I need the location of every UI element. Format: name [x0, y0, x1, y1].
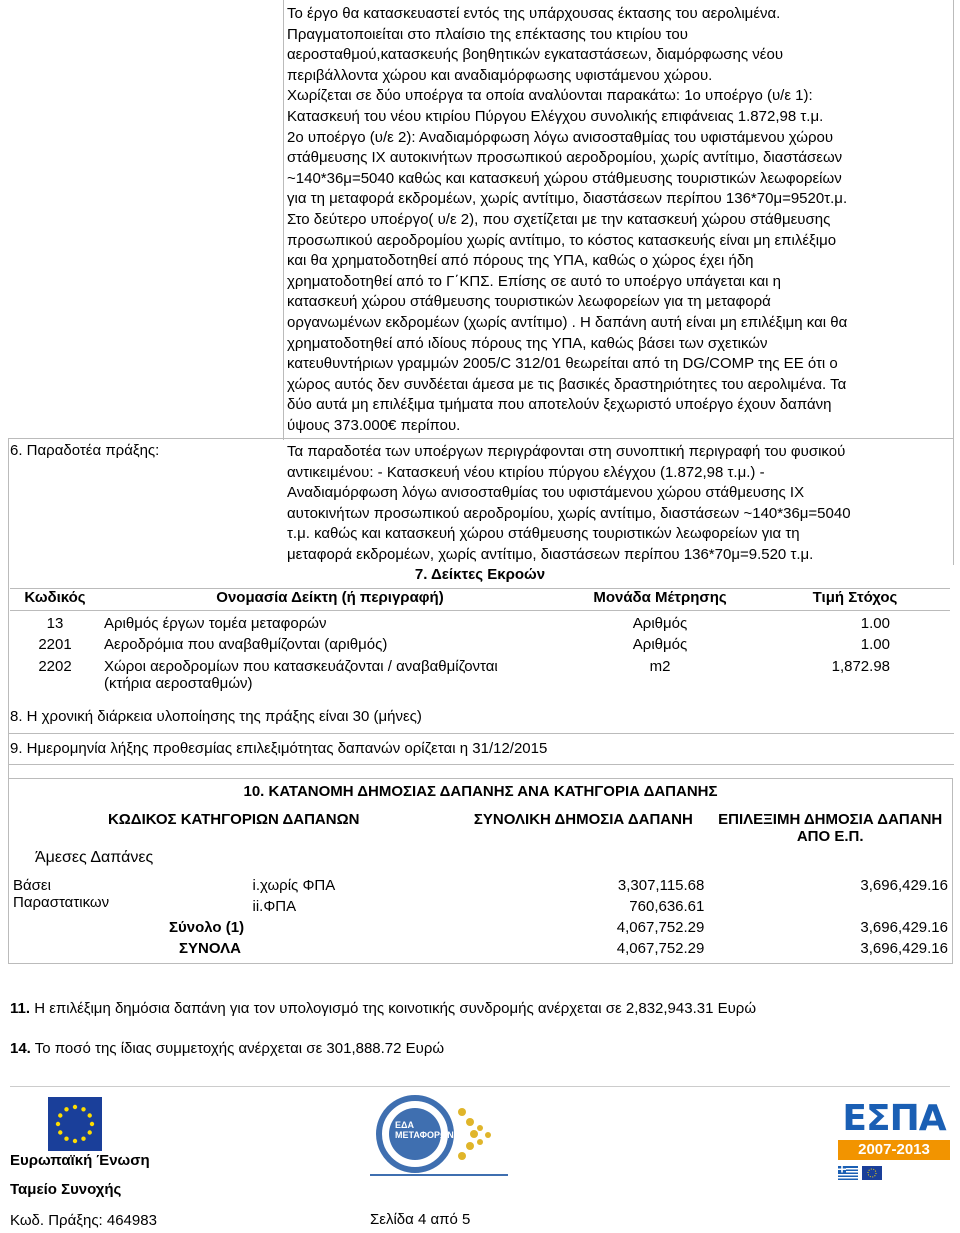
description-line: Χωρίζεται σε δύο υποέργα τα οποία αναλύονται παρακάτω: 1ο υποέργο (υ/ε 1): [287, 87, 813, 105]
eda-transport-logo-icon [370, 1092, 510, 1188]
description-line: χρηματοδοτηθεί από το Γ΄ΚΠΣ. Επίσης σε αυτό το υποέργο υπάγεται και η [287, 272, 782, 290]
header-code: Κωδικός [10, 588, 100, 610]
indicators-table [10, 566, 950, 692]
grand-total: 4,067,752.29 [616, 939, 705, 957]
frame-divider-8 [8, 733, 954, 734]
row-unit: Αριθμός [632, 636, 688, 653]
eu-star [81, 1107, 85, 1111]
budget-col-total: ΣΥΝΟΛΙΚΗ ΔΗΜΟΣΙΑ ΔΑΠΑΝΗ [473, 810, 693, 828]
description-line: δύο αυτά μη επιλέξιμα τμήματα που αποτελούν ξεχωριστό υποέργο έχουν δαπάνη [287, 396, 832, 414]
eu-star [88, 1130, 92, 1134]
description-line: Στο δεύτερο υποέργο( υ/ε 2), που σχετίζεται με την κατασκευή χώρου στάθμευσης [287, 210, 831, 228]
footer-eu: Ευρωπαϊκή Ένωση [10, 1152, 150, 1169]
budget-col-code: ΚΩΔΙΚΟΣ ΚΑΤΗΓΟΡΙΩΝ ΔΑΠΑΝΩΝ [107, 810, 360, 828]
row-name-line1: Χώροι αεροδρομίων που κατασκευάζονται / αναβαθμίζονται [104, 658, 498, 675]
eda-label-line1: ΕΔΑ [395, 1120, 414, 1130]
description-line: και θα χρηματοδοτηθεί από πόρους της ΥΠΑ, καθώς ο χώρος έχει ήδη [287, 252, 754, 270]
eda-underline [370, 1174, 508, 1176]
row-unit: m2 [649, 658, 671, 675]
table-row [10, 610, 950, 636]
header-unit: Μονάδα Μέτρησης [560, 588, 760, 610]
row1-total: 3,307,115.68 [617, 876, 705, 894]
row2-label: ii.ΦΠΑ [252, 897, 297, 915]
budget-col-eligible-l2: ΑΠΟ Ε.Π. [796, 827, 864, 845]
row-target: 1.00 [860, 614, 890, 632]
base-label-l1: Βάσει [13, 876, 51, 894]
description-line: ύψους 373.000€ περίπου. [287, 416, 461, 434]
description-line: χώρος αυτός δεν συνδέεται άμεσα με τις βασικές δραστηριότητες του αερολιμένα. Τα [287, 375, 847, 393]
frame-left-outer [8, 438, 9, 778]
eu-small-flag-icon [862, 1166, 882, 1180]
eu-star [64, 1137, 68, 1141]
row1-label: i.χωρίς ΦΠΑ [252, 876, 336, 894]
description-line: οργανωμένων εκδρομέων (χωρίς αντίτιμο) . Η δαπάνη αυτή είναι μη επιλέξιμη και θα [287, 313, 848, 331]
eu-flag-icon [48, 1097, 102, 1151]
grand-label: ΣΥΝΟΛΑ [179, 939, 241, 957]
description-line: Κατασκευή του νέου κτιρίου Πύργου Ελέγχου συνολικής επιφάνειας 1.872,98 τ.μ. [287, 107, 824, 125]
item-11-text: Η επιλέξιμη δημόσια δαπάνη για τον υπολογισμό της κοινοτικής συνδρομής ανέρχεται σε 2,832,943.31 Ευρώ [30, 1000, 757, 1017]
eu-star [88, 1113, 92, 1117]
description-line: για τη μεταφορά εκδρομέων, χωρίς αντίτιμο, διαστάσεων περίπου 136*70μ=9520τ.μ. [287, 190, 848, 208]
eu-star [58, 1130, 62, 1134]
sum-label: Σύνολο (1) [169, 918, 245, 936]
footer-fund: Ταμείο Συνοχής [10, 1181, 122, 1198]
budget-col-eligible-l1: ΕΠΙΛΕΞΙΜΗ ΔΗΜΟΣΙΑ ΔΑΠΑΝΗ [718, 810, 943, 828]
deliverables-line: Αναδιαμόρφωση λόγω ανισοσταθμίας του υφιστάμενου χώρου στάθμευσης ΙΧ [287, 484, 805, 502]
budget-col-eligible [708, 809, 952, 847]
table-row [10, 658, 950, 692]
row2-total: 760,636.61 [629, 897, 705, 915]
description-line: 2ο υποέργο (υ/ε 2): Αναδιαμόρφωση λόγω ανισοσταθμίας του υφιστάμενου χώρου [287, 128, 834, 146]
description-line: αεροσταθμού,κατασκευής βοηθητικών εγκαταστάσεων, διαμόρφωσης νέου [287, 46, 784, 64]
eu-star [73, 1139, 77, 1143]
item-11-number: 11. [10, 1000, 31, 1017]
row-name: Αριθμός έργων τομέα μεταφορών [104, 614, 327, 632]
eu-star [64, 1107, 68, 1111]
row-unit: Αριθμός [632, 614, 688, 632]
row-target: 1,872.98 [831, 658, 890, 675]
eda-dots [458, 1108, 491, 1160]
description-line: περιβάλλοντα χώρου και αναδιαμόρφωσης υφιστάμενου χώρου. [287, 66, 713, 84]
espa-years: 2007-2013 [838, 1140, 950, 1160]
row-code: 13 [46, 614, 64, 632]
item-14 [10, 1040, 444, 1057]
frame-left [283, 0, 284, 440]
duration-text: 8. Η χρονική διάρκεια υλοποίησης της πράξης είναι 30 (μήνες) [10, 708, 422, 725]
row-name [100, 658, 560, 692]
espa-logo [838, 1100, 950, 1160]
base-label-l2: Παραστατικων [13, 893, 110, 911]
eda-label-line2: ΜΕΤΑΦΟΡΩΝ [395, 1130, 454, 1140]
row-name-line2: (κτήρια αεροσταθμών) [104, 675, 253, 692]
description-line: ~140*36μ=5040 καθώς και κατασκευή χώρου στάθμευσης τουριστικών λεωφορείων [287, 169, 842, 187]
header-target: Τιμή Στόχος [760, 588, 950, 610]
row-name: Αεροδρόμια που αναβαθμίζονται (αριθμός) [104, 636, 388, 653]
row2-eligible-empty [708, 896, 952, 917]
item-14-number: 14. [10, 1040, 31, 1057]
eu-star [90, 1122, 94, 1126]
description-line: χρηματοδοτηθεί από ιδίους πόρους της ΥΠΑ, καθώς βάσει των σχετικών [287, 334, 768, 352]
description-line: Πραγματοποιείται στο πλαίσιο της επέκτασης του κτιρίου του [287, 25, 688, 43]
budget-table [8, 778, 953, 964]
base-label [9, 875, 249, 917]
footer-page: Σελίδα 4 από 5 [370, 1211, 471, 1228]
row-target: 1.00 [860, 636, 890, 653]
deliverables-line: αντικειμένου: - Κατασκευή νέου κτιρίου πύργου ελέγχου (1.872,98 τ.μ.) - [287, 463, 765, 481]
eu-star [73, 1105, 77, 1109]
description-line: κατασκευή χώρου στάθμευσης τουριστικών λεωφορείων για τη μεταφορά [287, 293, 771, 311]
row-code: 2202 [38, 658, 72, 675]
item-14-text: Το ποσό της ίδιας συμμετοχής ανέρχεται σε 301,888.72 Ευρώ [30, 1040, 445, 1057]
sum-eligible: 3,696,429.16 [860, 918, 948, 936]
deliverables-line: τ.μ. καθώς και κατασκευή χώρου στάθμευσης τουριστικών λεωφορείων για τη [287, 525, 800, 543]
description-line: προσωπικού αεροδρομίου χωρίς αντίτιμο, το κόστος κατασκευής είναι μη επιλέξιμο [287, 231, 837, 249]
frame-divider-9 [8, 764, 954, 765]
description-line: Το έργο θα κατασκευαστεί εντός της υπάρχουσας έκτασης του αερολιμένα. [287, 5, 781, 22]
espa-word: ΕΣΠΑ [842, 1098, 946, 1139]
deliverables-text [287, 442, 955, 566]
item-11 [10, 1000, 756, 1017]
greek-flag-icon [838, 1166, 858, 1180]
eu-star [81, 1137, 85, 1141]
frame-divider [8, 438, 954, 439]
grand-eligible: 3,696,429.16 [860, 939, 948, 957]
footer-divider [10, 1086, 950, 1087]
footer-code: Κωδ. Πράξης: 464983 [10, 1212, 157, 1229]
row1-eligible: 3,696,429.16 [860, 876, 948, 894]
budget-title: 10. ΚΑΤΑΝΟΜΗ ΔΗΜΟΣΙΑΣ ΔΑΠΑΝΗΣ ΑΝΑ ΚΑΤΗΓΟΡΙΑ ΔΑΠΑΝΗΣ [243, 783, 718, 800]
eda-label [395, 1120, 454, 1140]
deadline-text: 9. Ημερομηνία λήξης προθεσμίας επιλεξιμότητας δαπανών ορίζεται η 31/12/2015 [10, 740, 548, 757]
eu-star [58, 1113, 62, 1117]
description-block [287, 4, 955, 436]
description-line: στάθμευσης ΙΧ αυτοκινήτων προσωπικού αεροδρομίου, χωρίς αντίτιμο, διαστάσεων [287, 149, 843, 167]
description-line: κατευθυντήριων γραμμών 2005/C 312/01 θεωρείται από τη DG/COMP της ΕΕ ότι ο [287, 355, 838, 373]
header-name: Ονομασία Δείκτη (ή περιγραφή) [100, 588, 560, 610]
indicators-title: 7. Δείκτες Εκροών [414, 566, 546, 583]
deliverables-label: 6. Παραδοτέα πράξης: [10, 442, 160, 459]
deliverables-line: μεταφορά εκδρομέων, χωρίς αντίτιμο, διαστάσεων περίπου 136*70μ=9.520 τ.μ. [287, 545, 814, 563]
row-code: 2201 [38, 636, 72, 653]
deliverables-line: αυτοκινήτων προσωπικού αεροδρομίου, χωρίς αντίτιμο, διαστάσεων ~140*36μ=5040 [287, 504, 851, 522]
direct-costs-label: Άμεσες Δαπάνες [35, 848, 154, 866]
table-row [10, 636, 950, 658]
deliverables-line: Τα παραδοτέα των υποέργων περιγράφονται στη συνοπτική περιγραφή του φυσικού [287, 443, 846, 460]
sum-total: 4,067,752.29 [616, 918, 705, 936]
eu-star [56, 1122, 60, 1126]
